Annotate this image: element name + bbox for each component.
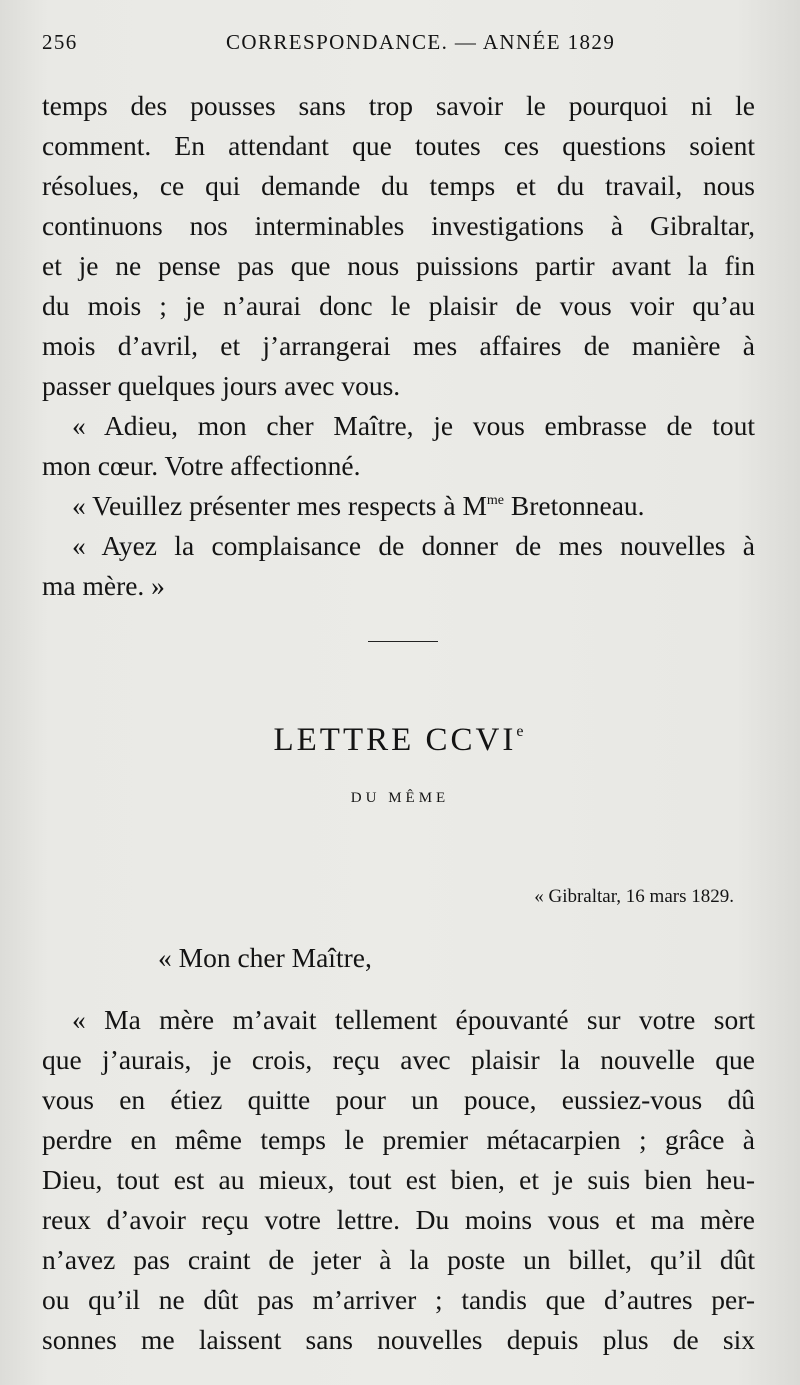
text-line: Dieu, tout est au mieux, tout est bien, et je suis bien heu- [42,1164,755,1195]
letter-subtitle: DU MÊME [350,790,450,806]
respects-name: Bretonneau. [504,490,645,521]
salutation: « Mon cher Maître, [158,942,372,973]
text-line: « Adieu, mon cher Maître, je vous embrasse de tout [72,410,755,441]
text-line: continuons nos interminables investigations à Gibraltar, [42,210,755,241]
text-line: passer quelques jours avec vous. [42,370,401,401]
text-line: n’avez pas craint de jeter à la poste un billet, qu’il dût [42,1244,755,1275]
letter-title [0,718,800,762]
text-line: comment. En attendant que toutes ces questions soient [42,130,755,161]
text-line: vous en étiez quitte pour un pouce, eussiez-vous dû [42,1084,755,1115]
text-line: mois d’avril, et j’arrangerai mes affaires de manière à [42,330,755,361]
text-line: reux d’avoir reçu votre lettre. Du moins vous et ma mère [42,1204,755,1235]
letter-title-text: LETTRE CCVI [273,722,517,758]
running-head: CORRESPONDANCE. — ANNÉE 1829 [226,30,616,54]
text-line: et je ne pense pas que nous puissions partir avant la fin [42,250,755,281]
dateline: « Gibraltar, 16 mars 1829. [534,886,734,907]
page-header [42,30,758,66]
page-number: 256 [42,30,78,54]
text-line: mon cœur. Votre affectionné. [42,450,361,481]
letter-title-superscript: e [516,723,527,740]
section-divider [368,641,438,642]
text-line: que j’aurais, je crois, reçu avec plaisir la nouvelle que [42,1044,755,1075]
text-line-respects [72,486,755,526]
text-line: du mois ; je n’aurai donc le plaisir de vous voir qu’au [42,290,755,321]
text-line: « Ma mère m’avait tellement épouvanté sur votre sort [72,1004,755,1035]
respects-text: « Veuillez présenter mes respects à M [72,490,487,521]
text-line: temps des pousses sans trop savoir le pourquoi ni le [42,90,755,121]
text-line: ma mère. » [42,570,165,601]
text-line: ou qu’il ne dût pas m’arriver ; tandis que d’autres per- [42,1284,755,1315]
text-line: perdre en même temps le premier métacarpien ; grâce à [42,1124,755,1155]
text-line: « Ayez la complaisance de donner de mes nouvelles à [72,530,755,561]
text-line: résolues, ce qui demande du temps et du travail, nous [42,170,755,201]
mme-superscript: me [486,493,505,508]
text-line: sonnes me laissent sans nouvelles depuis plus de six [42,1324,755,1355]
